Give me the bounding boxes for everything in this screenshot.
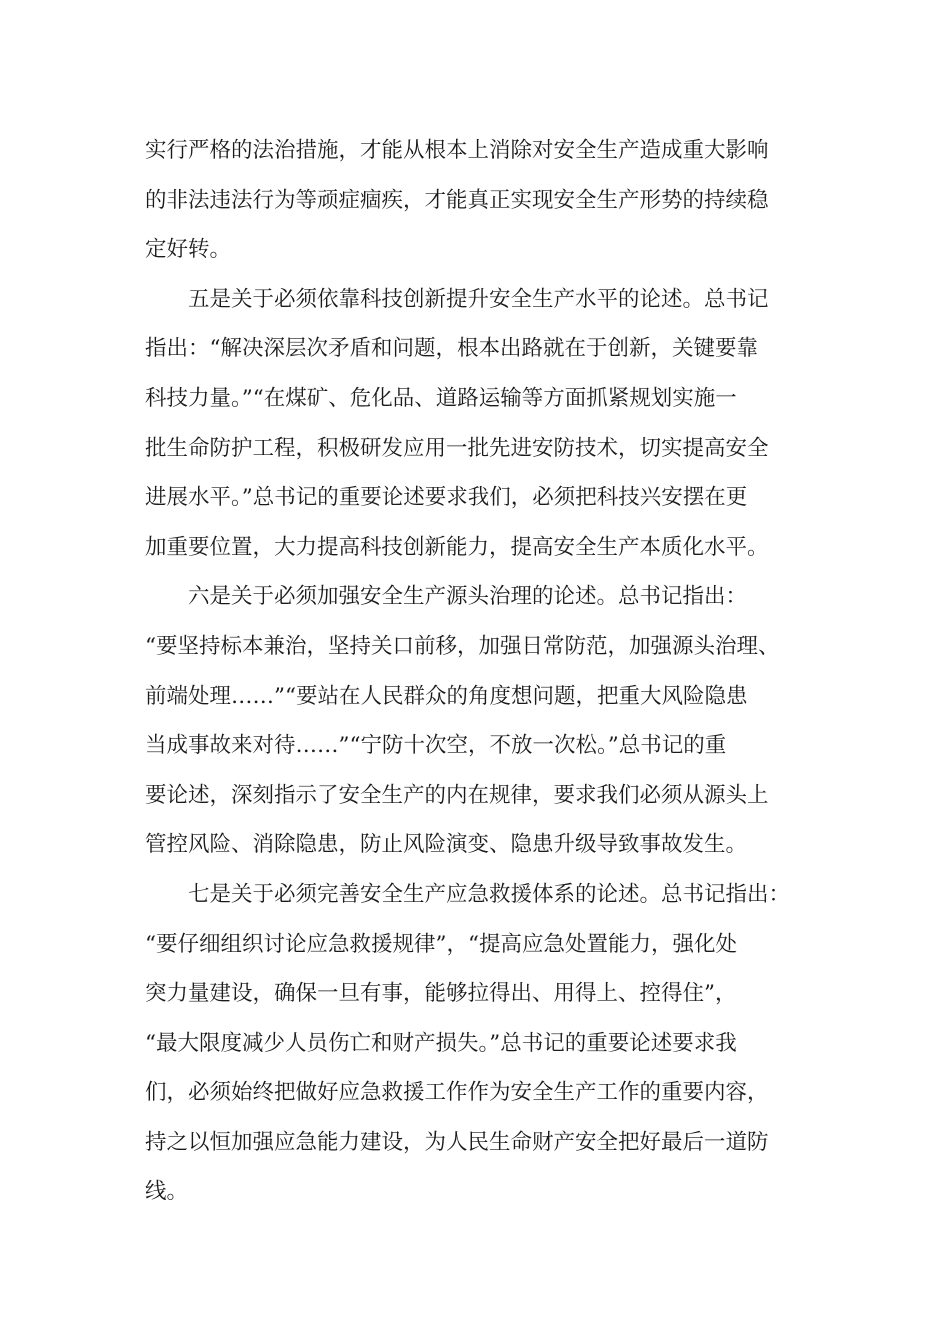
text-line: 批生命防护工程，积极研发应用一批先进安防技术，切实提高安全	[145, 435, 769, 461]
text-line: 科技力量。”“在煤矿、危化品、道路运输等方面抓紧规划实施一	[145, 385, 737, 411]
paragraph-3	[145, 572, 835, 870]
paragraph-1	[145, 126, 835, 275]
text-line: “最大限度减少人员伤亡和财产损失。”总书记的重要论述要求我	[145, 1030, 737, 1056]
text-line: 当成事故来对待……”“宁防十次空，不放一次松。”总书记的重	[145, 733, 727, 759]
text-line: 线。	[145, 1179, 189, 1205]
text-line: 七是关于必须完善安全生产应急救援体系的论述。总书记指出：	[188, 881, 791, 907]
text-line: 加重要位置，大力提高科技创新能力，提高安全生产本质化水平。	[145, 534, 769, 560]
text-line: 五是关于必须依靠科技创新提升安全生产水平的论述。总书记	[188, 286, 769, 312]
text-line: 的非法违法行为等顽症痼疾，才能真正实现安全生产形势的持续稳	[145, 187, 769, 213]
text-line: 要论述，深刻指示了安全生产的内在规律，要求我们必须从源头上	[145, 782, 769, 808]
text-line: 持之以恒加强应急能力建设，为人民生命财产安全把好最后一道防	[145, 1129, 769, 1155]
text-line: 管控风险、消除隐患，防止风险演变、隐患升级导致事故发生。	[145, 832, 748, 858]
document-body	[145, 126, 835, 1217]
text-line: 前端处理……”“要站在人民群众的角度想问题，把重大风险隐患	[145, 683, 748, 709]
text-line: “要仔细组织讨论应急救援规律”，“提高应急处置能力，强化处	[145, 931, 737, 957]
paragraph-2	[145, 275, 835, 573]
text-line: 突力量建设，确保一旦有事，能够拉得出、用得上、控得住”，	[145, 981, 737, 1007]
text-line: 指出：“解决深层次矛盾和问题，根本出路就在于创新，关键要靠	[145, 336, 758, 362]
text-line: 们，必须始终把做好应急救援工作作为安全生产工作的重要内容，	[145, 1080, 769, 1106]
text-line: “要坚持标本兼治，坚持关口前移，加强日常防范，加强源头治理、	[145, 633, 780, 659]
text-line: 六是关于必须加强安全生产源头治理的论述。总书记指出：	[188, 584, 748, 610]
text-line: 实行严格的法治措施，才能从根本上消除对安全生产造成重大影响	[145, 138, 769, 163]
text-line: 定好转。	[145, 237, 232, 263]
paragraph-4	[145, 870, 835, 1217]
text-line: 进展水平。”总书记的重要论述要求我们，必须把科技兴安摆在更	[145, 485, 748, 511]
